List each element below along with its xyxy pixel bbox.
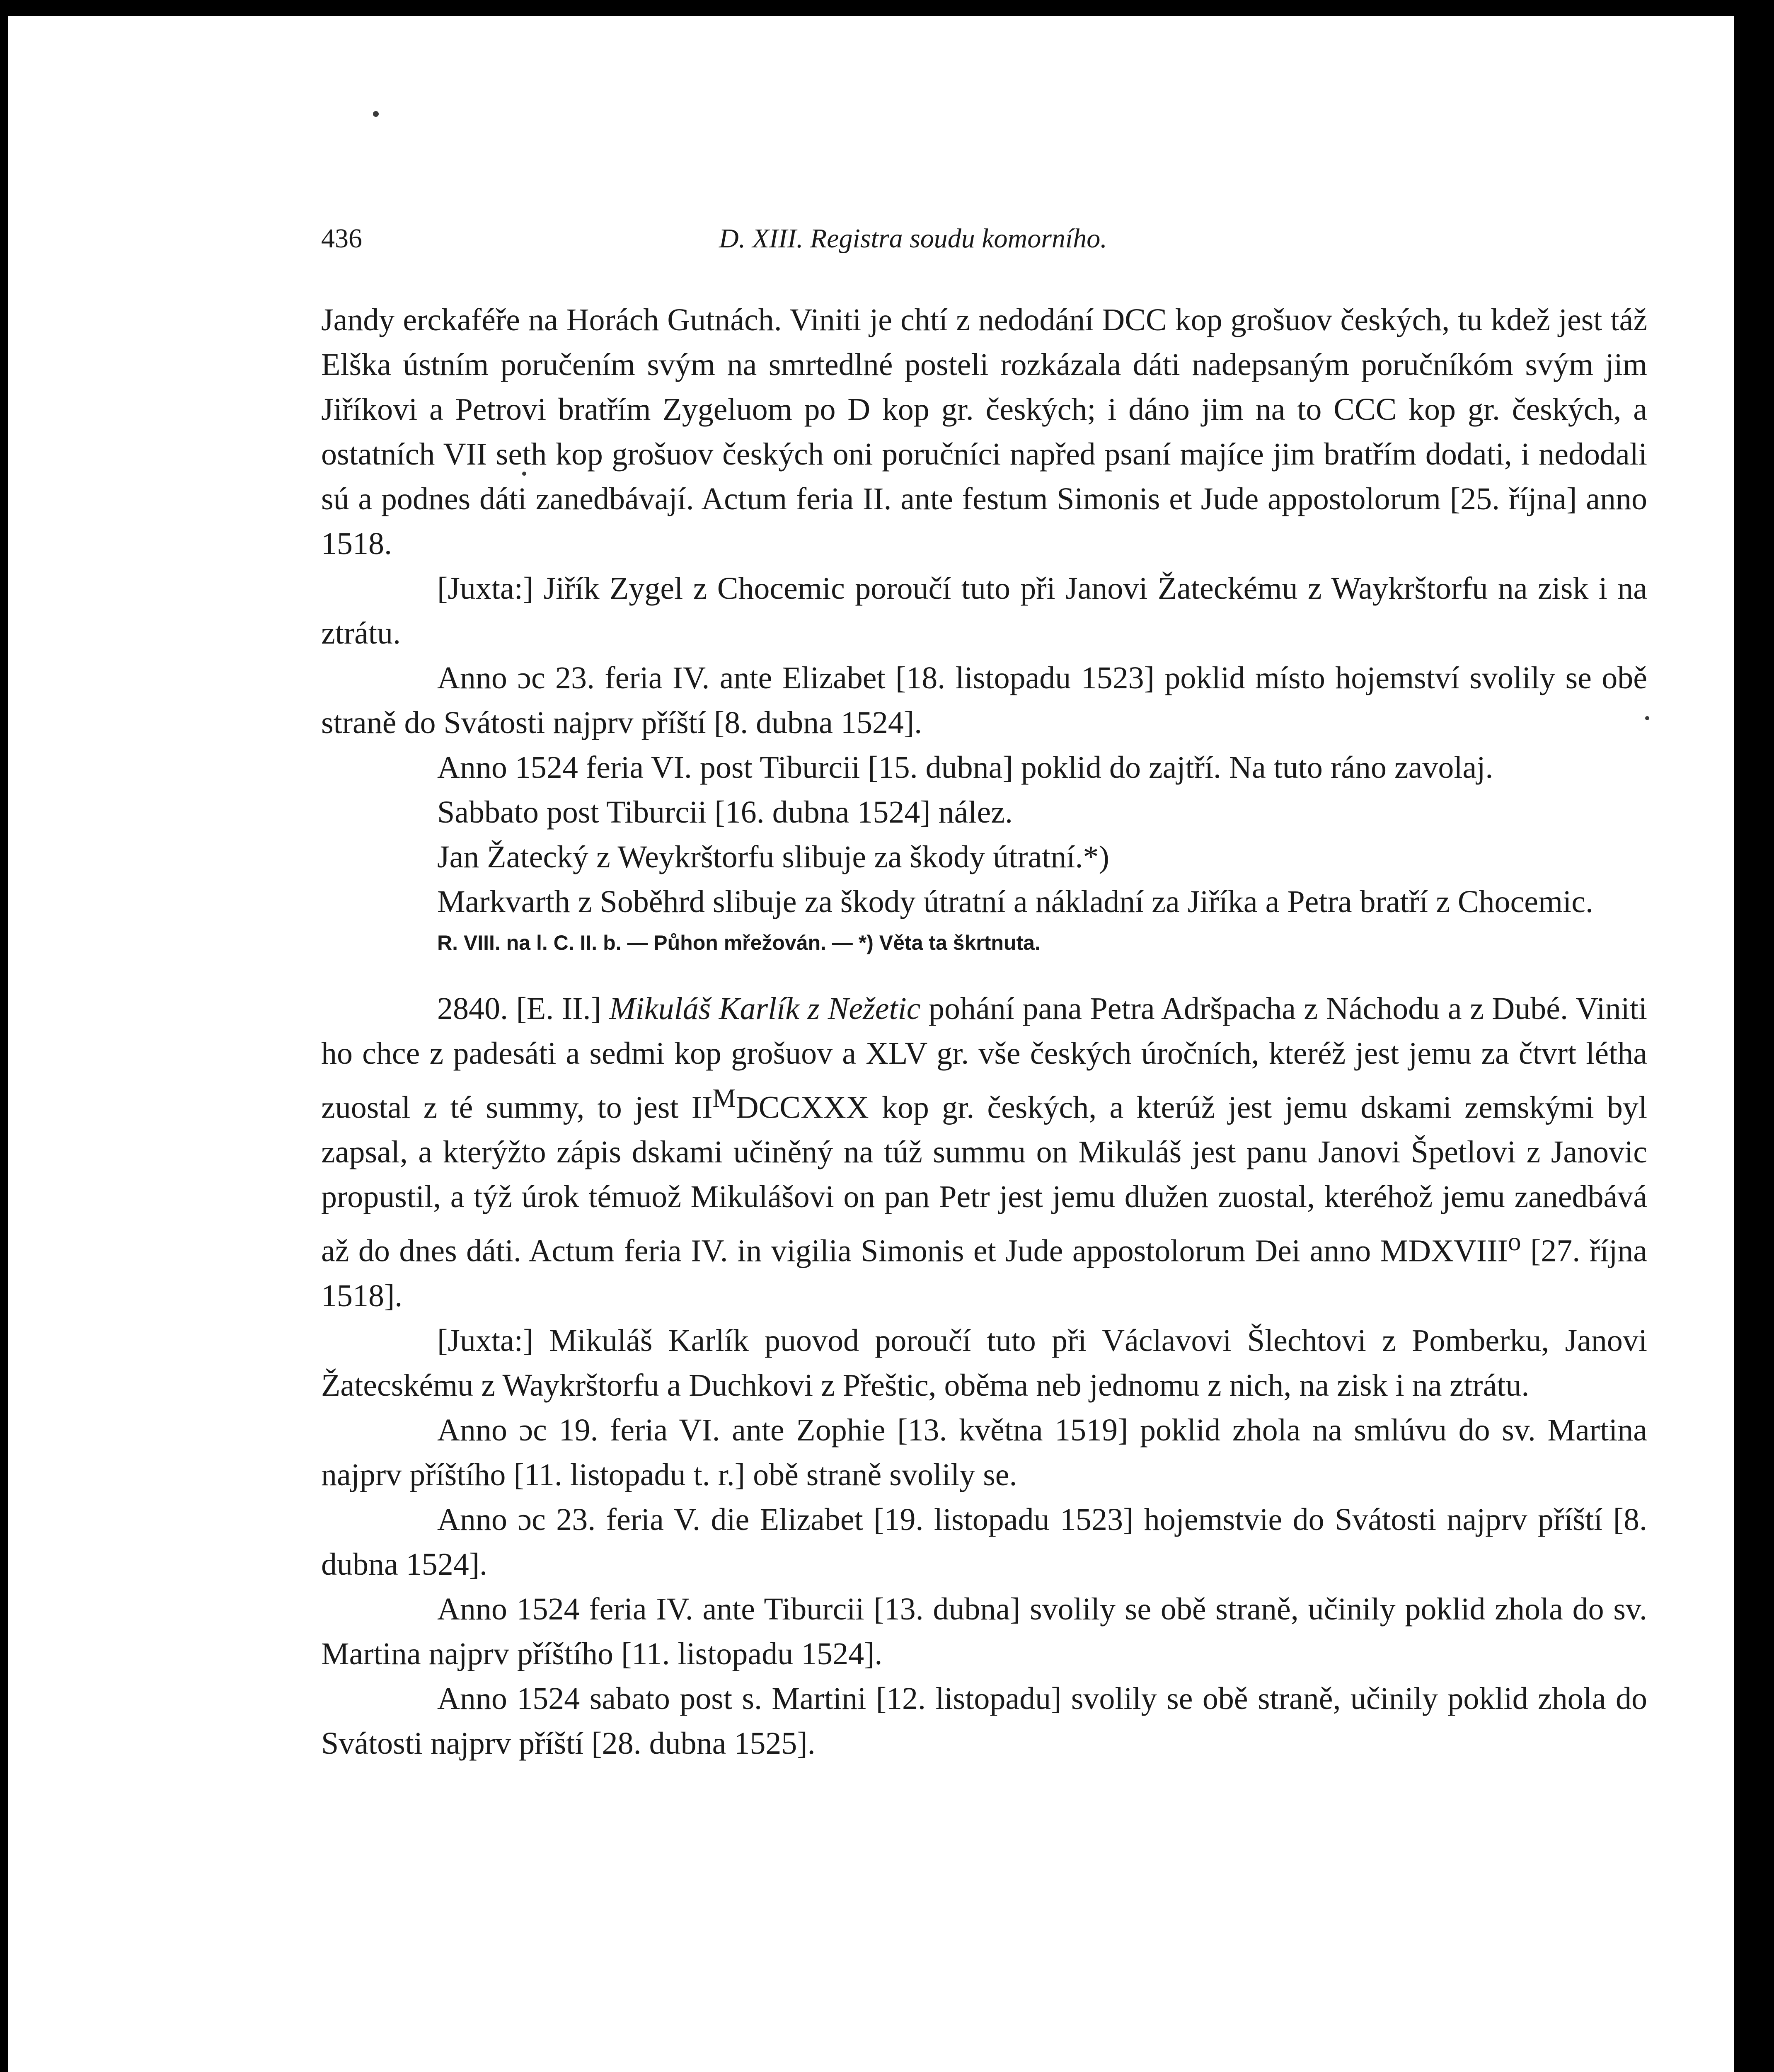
plaintiff-name: Mikuláš Karlík z Nežetic [609, 991, 921, 1026]
paragraph: [Juxta:] Mikuláš Karlík puovod poroučí tuto při Václavovi Šlechtovi z Pomberku, Janovi Žatecskému z Waykrštorfu a Duchkovi z Přeštic, oběma neb jednomu z nich, na zisk i na ztrátu. [321, 1323, 1647, 1403]
paragraph: Anno 1524 feria VI. post Tiburcii [15. dubna] poklid do zajtří. Na tuto ráno zavolaj. [437, 750, 1493, 785]
paragraph: Anno ɔc 19. feria VI. ante Zophie [13. května 1519] poklid zhola na smlúvu do sv. Martina najprv příštího [11. listopadu t. r.] obě straně svolily se. [321, 1412, 1647, 1492]
paragraph: Sabbato post Tiburcii [16. dubna 1524] nález. [437, 795, 1013, 830]
book-page [8, 16, 1734, 2072]
paragraph: [Juxta:] Jiřík Zygel z Chocemic poroučí tuto při Janovi Žateckému z Waykrštorfu na zisk i na ztrátu. [321, 571, 1647, 651]
entry-number: 2840. [E. II.] [437, 991, 610, 1026]
paragraph: Anno 1524 sabato post s. Martini [12. listopadu] svolily se obě straně, učinily poklid zhola do Svátosti najprv příští [28. dubna 1525]. [321, 1681, 1647, 1761]
source-note: R. VIII. na l. C. II. b. — Půhon mřežován. — *) Věta ta škrtnuta. [437, 931, 1041, 954]
paragraph: Jan Žatecký z Weykrštorfu slibuje za škody útratní.*) [437, 840, 1109, 874]
superscript: o [1508, 1227, 1521, 1256]
superscript: M [712, 1084, 736, 1113]
running-title: D. XIII. Registra soudu komorního. [719, 223, 1107, 254]
ink-speck [373, 111, 379, 117]
entry-text: DCCXXX kop gr. českých, a kterúž jest jemu dskami zemskými byl zapsal, a kterýžto zápis dskami učiněný na túž summu on Mikuláš jest panu Janovi Špetlovi z Janovic propustil, a týž úrok témuož Mikulášovi on pan Petr jest jemu dlužen zuostal, kteréhož jemu zanedbává až do dnes dáti. Actum feria IV. in vigilia Simonis et Jude appostolorum Dei anno MDXVIII [321, 1090, 1647, 1268]
body-text [321, 298, 1647, 1766]
running-head [321, 223, 1258, 264]
paragraph: Anno ɔc 23. feria V. die Elizabet [19. listopadu 1523] hojemstvie do Svátosti najprv příští [8. dubna 1524]. [321, 1502, 1647, 1582]
paragraph: Anno 1524 feria IV. ante Tiburcii [13. dubna] svolily se obě straně, učinily poklid zhola do sv. Martina najprv příštího [11. listopadu 1524]. [321, 1591, 1647, 1671]
page-number: 436 [321, 223, 362, 254]
paragraph: Jandy erckaféře na Horách Gutnách. Viniti je chtí z nedodání DCC kop grošuov českých, tu kdež jest táž Elška ústním poručením svým na smrtedlné posteli rozkázala dáti nadepsaným poručníkóm svým jim Jiříkovi a Petrovi bratřím Zygeluom po D kop gr. českých; i dáno jim na to CCC kop gr. českých, a ostatních VII seth kop grošuov českých oni poručníci napřed psaní majíce jim bratřím dodati, i nedodali sú a podnes dáti zanedbávají. Actum feria II. ante festum Simonis et Jude appostolorum [25. října] anno 1518. [321, 303, 1647, 561]
paragraph: Markvarth z Soběhrd slibuje za škody útratní a nákladní za Jiříka a Petra bratří z Chocemic. [437, 884, 1593, 919]
paragraph: Anno ɔc 23. feria IV. ante Elizabet [18. listopadu 1523] poklid místo hojemství svolily se obě straně do Svátosti najprv příští [8. dubna 1524]. [321, 661, 1647, 740]
entry-text: [27. října 1518]. [321, 1233, 1647, 1313]
entry-text: pohání pana Petra Adršpacha z Náchodu a z Dubé. Viniti ho chce z padesáti a sedmi kop grošuov a XLV gr. vše českých úročních, kteréž jest jemu za čtvrt létha zuostal z té summy, to jest II [321, 991, 1647, 1125]
entry-2840 [321, 986, 1647, 1318]
